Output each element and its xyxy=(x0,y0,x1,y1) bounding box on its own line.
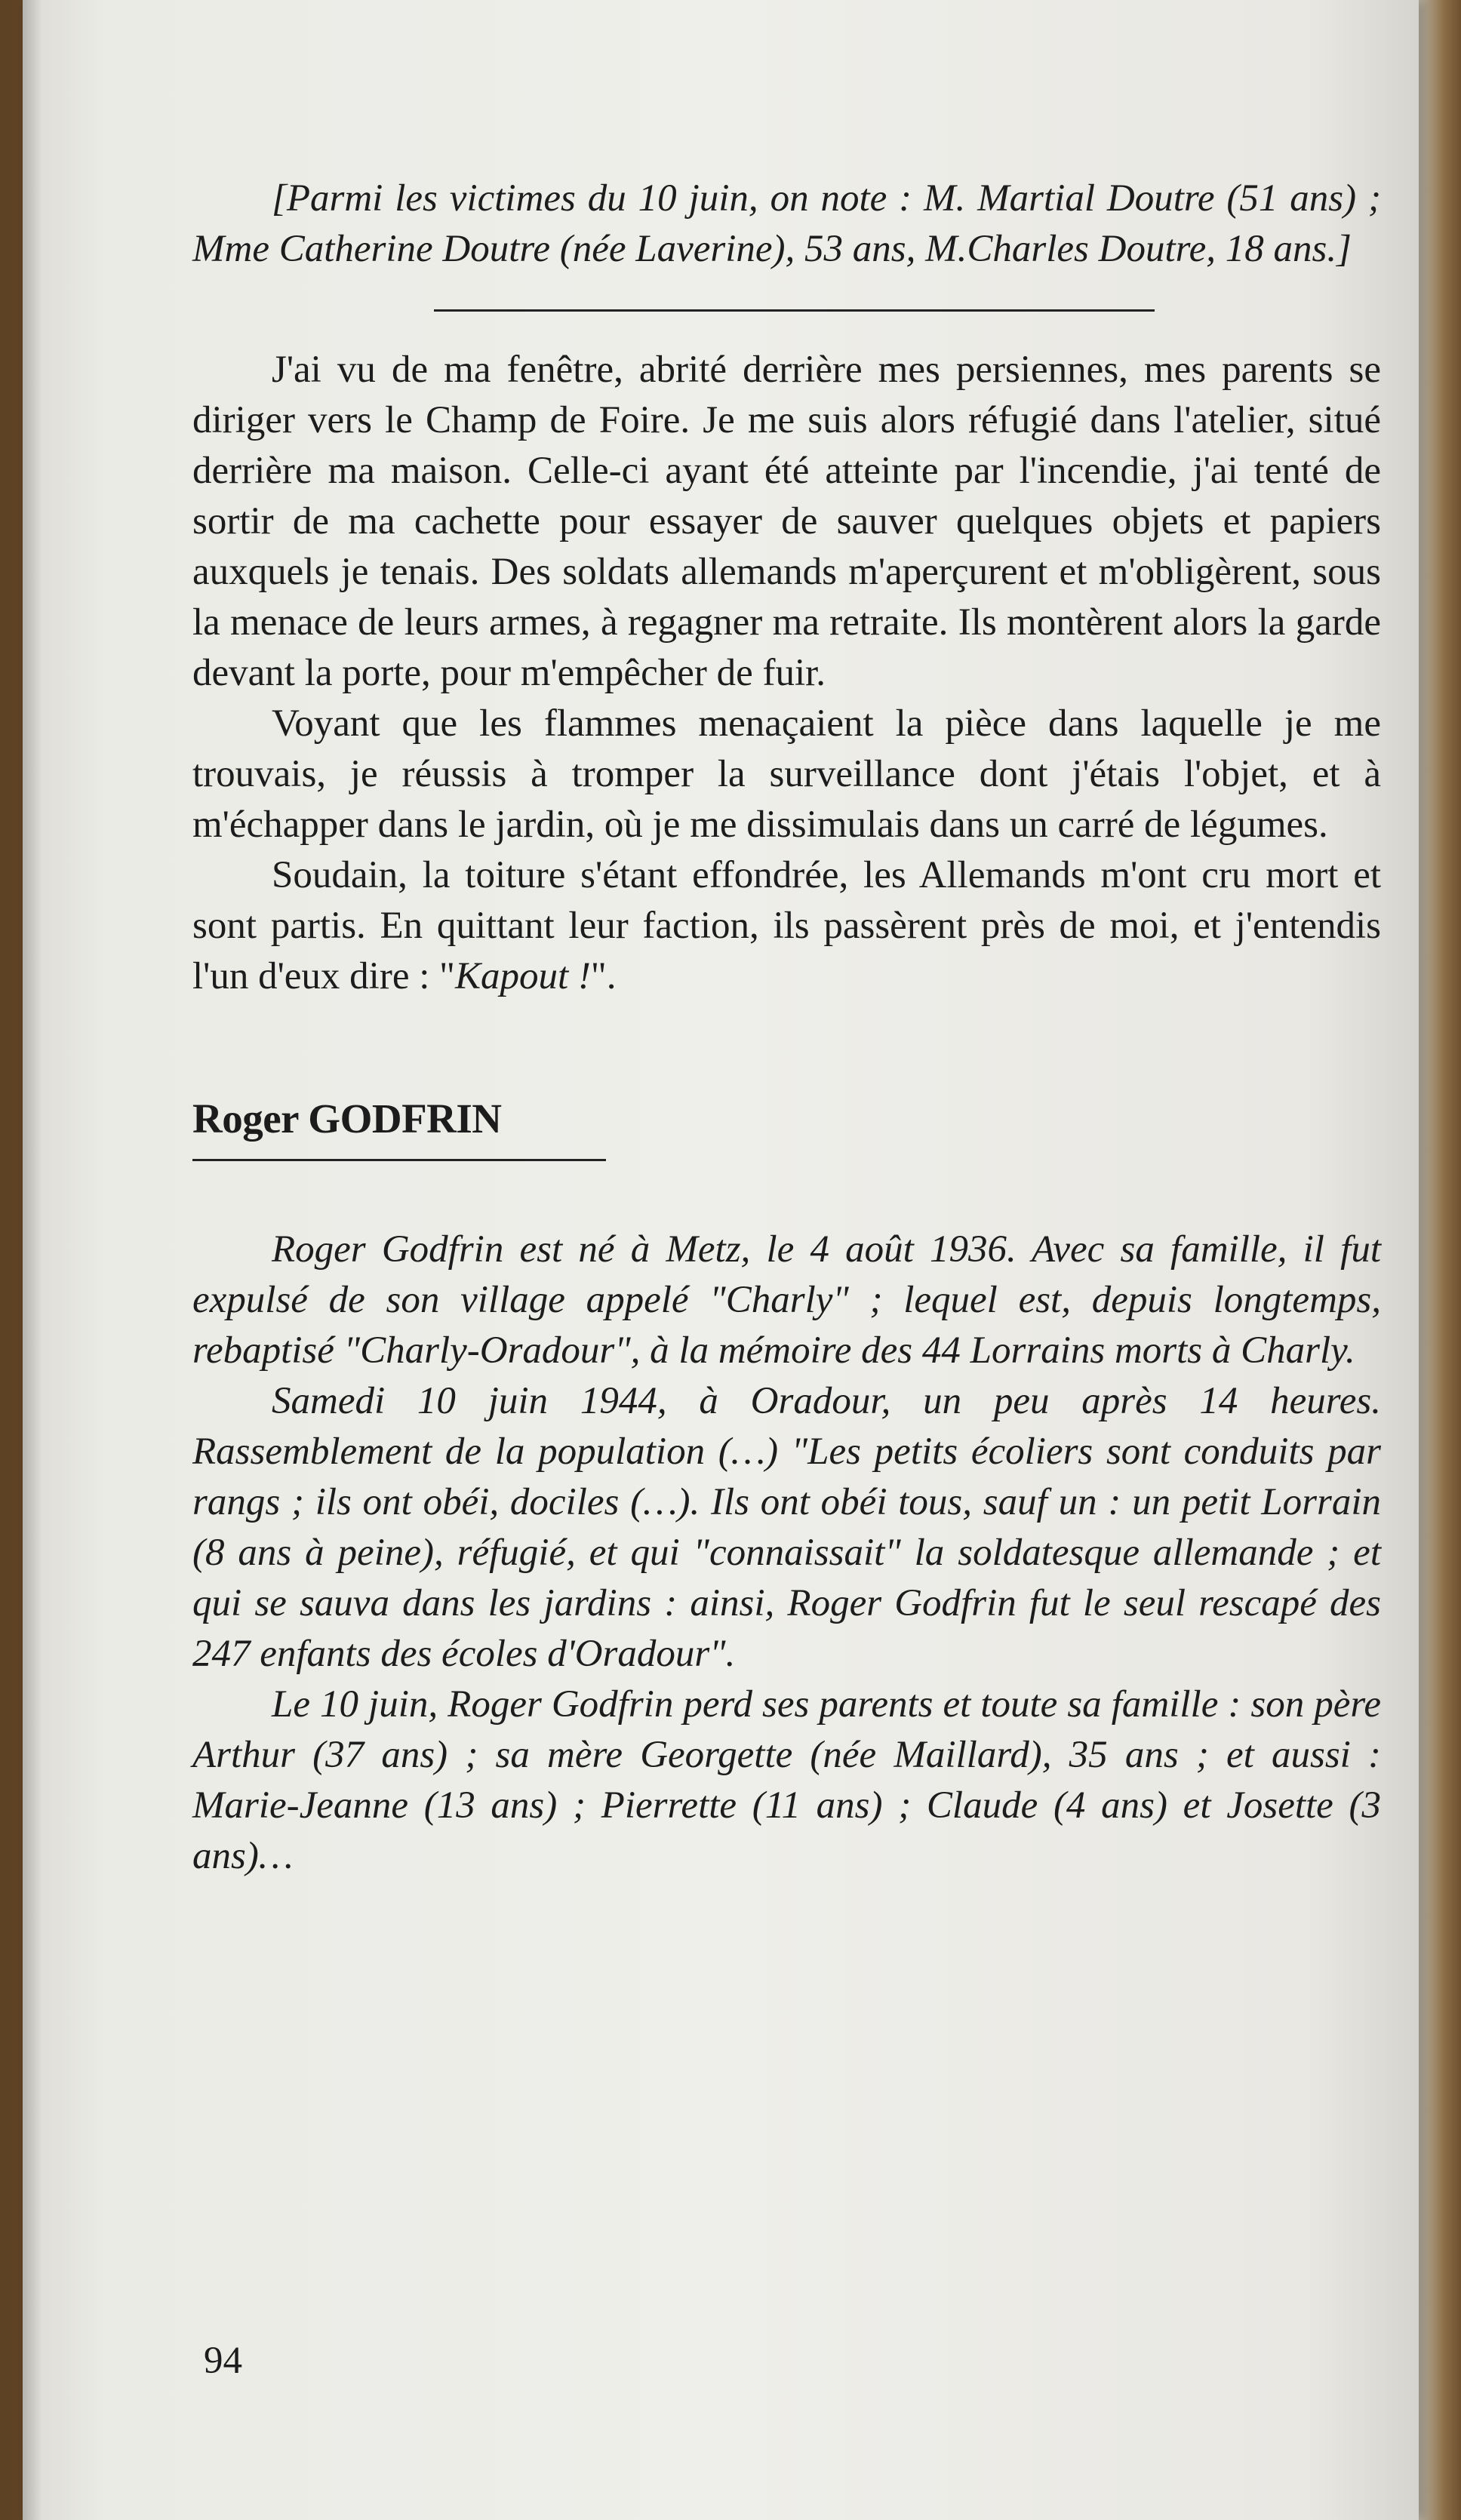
testimony-paragraph-1: J'ai vu de ma fenêtre, abrité derrière mes persiennes, mes parents se diriger vers le Champ de Foire. Je me suis alors réfugié dans l'atelier, situé derrière ma maison. Celle-ci ayant été atteinte par l'incendie, j'ai tenté de sortir de ma cachette pour essayer de sauver quelques objets et papiers auxquels je tenais. Des soldats allemands m'aperçurent et m'obligèrent, sous la menace de leurs armes, à regagner ma retraite. Ils montèrent alors la garde devant la porte, pour m'empêcher de fuir. xyxy=(192,349,1381,694)
testimony-paragraph-2: Voyant que les flammes menaçaient la pièce dans laquelle je me trouvais, je réussis à tromper la surveillance dont j'étais l'objet, et à m'échapper dans le jardin, où je me dissimulais dans un carré de légumes. xyxy=(192,702,1381,846)
testimony-paragraph-3 xyxy=(192,850,1381,1002)
testimony-end: ". xyxy=(590,955,617,997)
bio-paragraph-1: Roger Godfrin est né à Metz, le 4 août 1936. Avec sa famille, il fut expulsé de son village appelé "Charly" ; lequel est, depuis longtemps, rebaptisé "Charly-Oradour", à la mémoire des 44 Lorrains morts à Charly. xyxy=(192,1228,1381,1372)
victims-note: [Parmi les victimes du 10 juin, on note : M. Martial Doutre (51 ans) ; Mme Catherine Doutre (née Laverine), 53 ans, M.Charles Doutre, 18 ans.] xyxy=(192,177,1381,270)
kapout-quote: Kapout ! xyxy=(454,955,591,997)
page-content xyxy=(192,174,1381,1882)
section-divider xyxy=(434,309,1155,312)
bio-paragraph-2: Samedi 10 juin 1944, à Oradour, un peu après 14 heures. Rassemblement de la population (…) "Les petits écoliers sont conduits par rangs ; ils ont obéi, dociles (…). Ils ont obéi tous, sauf un : un petit Lorrain (8 ans à peine), réfugié, et qui "connaissait" la soldatesque allemande ; et qui se sauva dans les jardins : ainsi, Roger Godfrin fut le seul rescapé des 247 enfants des écoles d'Oradour". xyxy=(192,1380,1381,1675)
section-heading: Roger GODFRIN xyxy=(192,1093,606,1161)
page-number: 94 xyxy=(204,2340,242,2382)
biography xyxy=(192,1225,1381,1882)
testimony-text: Soudain, la toiture s'étant effondrée, les Allemands m'ont cru mort et sont partis. En quittant leur faction, ils passèrent près de moi, et j'entendis l'un d'eux dire : " xyxy=(192,854,1381,997)
bio-paragraph-3: Le 10 juin, Roger Godfrin perd ses parents et toute sa famille : son père Arthur (37 ans) ; sa mère Georgette (née Maillard), 35 ans ; et aussi : Marie-Jeanne (13 ans) ; Pierrette (11 ans) ; Claude (4 ans) et Josette (3 ans)… xyxy=(192,1683,1381,1877)
page-gutter-shadow xyxy=(23,0,42,2520)
